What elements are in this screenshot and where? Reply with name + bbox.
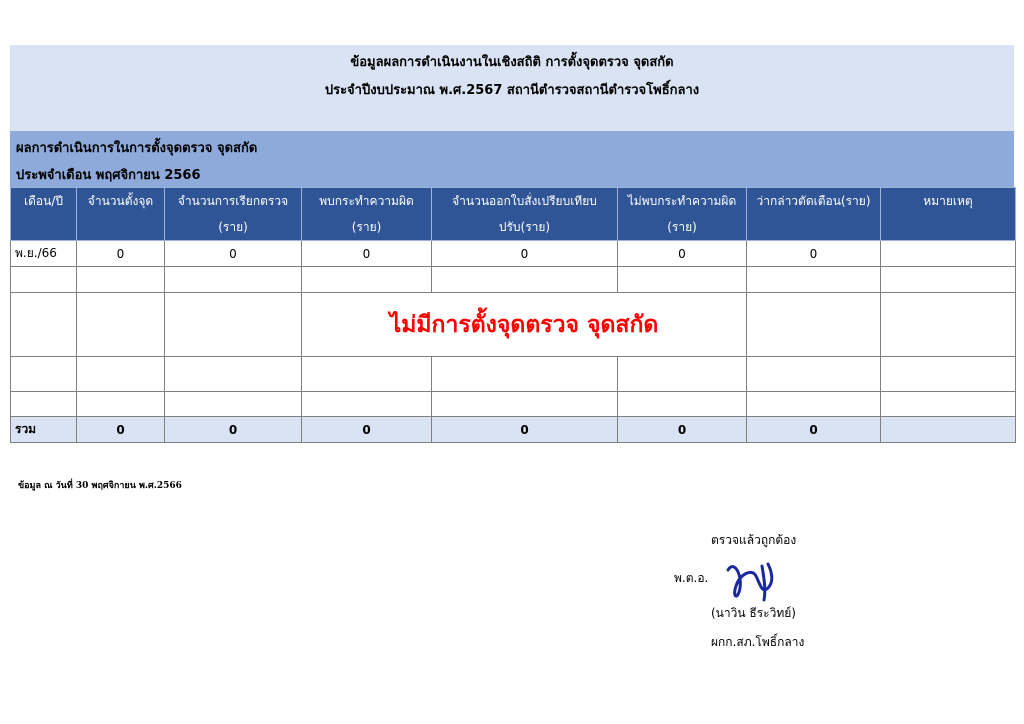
empty-cell (302, 357, 432, 392)
empty-cell (618, 267, 747, 293)
signer-position: ผกก.สภ.โพธิ์กลาง (711, 635, 805, 649)
empty-cell (881, 293, 1016, 357)
empty-cell (11, 267, 77, 293)
empty-cell (302, 267, 432, 293)
empty-cell (165, 267, 302, 293)
empty-row (11, 357, 1016, 392)
report-title-line2: ประจำปีงบประมาณ พ.ศ.2567 สถานีตำรวจสถานีตำรวจโพธิ์กลาง (324, 83, 700, 98)
empty-cell (77, 392, 165, 417)
empty-cell (432, 392, 618, 417)
empty-cell (432, 267, 618, 293)
notice-cell (302, 293, 747, 357)
total-cell: 0 (77, 417, 165, 443)
total-cell: 0 (302, 417, 432, 443)
empty-cell (618, 357, 747, 392)
table-cell: 0 (302, 241, 432, 267)
data-as-of-footnote: ข้อมูล ณ วันที่ 30 พฤศจิกายน พ.ศ.2566 (18, 481, 182, 491)
empty-cell (432, 357, 618, 392)
col-header-checkpoints: จำนวนตั้งจุด (77, 188, 165, 241)
empty-cell (77, 357, 165, 392)
empty-row (11, 392, 1016, 417)
empty-cell (881, 267, 1016, 293)
total-cell (881, 417, 1016, 443)
empty-cell (165, 392, 302, 417)
notice-row (11, 293, 1016, 357)
empty-cell (747, 267, 881, 293)
empty-cell (11, 357, 77, 392)
empty-cell (881, 392, 1016, 417)
empty-cell (11, 293, 77, 357)
total-cell: 0 (618, 417, 747, 443)
table-cell: 0 (747, 241, 881, 267)
signer-name: (นาวิน ธีระวิทย์) (711, 606, 796, 620)
empty-cell (747, 293, 881, 357)
table-cell: 0 (165, 241, 302, 267)
empty-cell (77, 293, 165, 357)
empty-cell (302, 392, 432, 417)
total-label: รวม (11, 417, 77, 443)
empty-cell (77, 267, 165, 293)
table-cell: 0 (618, 241, 747, 267)
subheader-line1: ผลการดำเนินการในการตั้งจุดตรวจ จุดสกัด (16, 141, 258, 156)
col-header-inspections: จำนวนการเรียกตรวจ (ราย) (165, 188, 302, 241)
table-cell: พ.ย./66 (11, 241, 77, 267)
empty-cell (165, 293, 302, 357)
table-cell: 0 (432, 241, 618, 267)
no-checkpoint-notice: ไม่มีการตั้งจุดตรวจ จุดสกัด (389, 311, 659, 338)
handwritten-signature (722, 558, 778, 602)
total-cell: 0 (432, 417, 618, 443)
statistics-table (10, 187, 1016, 443)
signer-rank: พ.ต.อ. (674, 571, 709, 585)
col-header-no-offense: ไม่พบกระทำความผิด (ราย) (618, 188, 747, 241)
col-header-warnings: ว่ากล่าวตัดเตือน(ราย) (747, 188, 881, 241)
empty-cell (165, 357, 302, 392)
empty-cell (747, 357, 881, 392)
col-header-offenses-found: พบกระทำความผิด (ราย) (302, 188, 432, 241)
total-cell: 0 (165, 417, 302, 443)
empty-cell (618, 392, 747, 417)
report-title-line1: ข้อมูลผลการดำเนินงานในเชิงสถิติ การตั้งจุดตรวจ จุดสกัด (350, 55, 674, 70)
table-header-row (11, 188, 1016, 241)
table-cell (881, 241, 1016, 267)
report-header (10, 45, 1014, 131)
empty-cell (881, 357, 1016, 392)
empty-row (11, 267, 1016, 293)
col-header-remarks: หมายเหตุ (881, 188, 1016, 241)
total-row (11, 417, 1016, 443)
empty-cell (747, 392, 881, 417)
subheader-line2: ประพจำเดือน พฤศจิกายน 2566 (16, 168, 201, 183)
col-header-fine-tickets: จำนวนออกใบสั่งเปรียบเทียบ ปรับ(ราย) (432, 188, 618, 241)
report-subheader (10, 131, 1014, 187)
total-cell: 0 (747, 417, 881, 443)
table-row (11, 241, 1016, 267)
table-cell: 0 (77, 241, 165, 267)
verified-label: ตรวจแล้วถูกต้อง (711, 533, 797, 547)
empty-cell (11, 392, 77, 417)
col-header-month: เดือน/ปี (11, 188, 77, 241)
